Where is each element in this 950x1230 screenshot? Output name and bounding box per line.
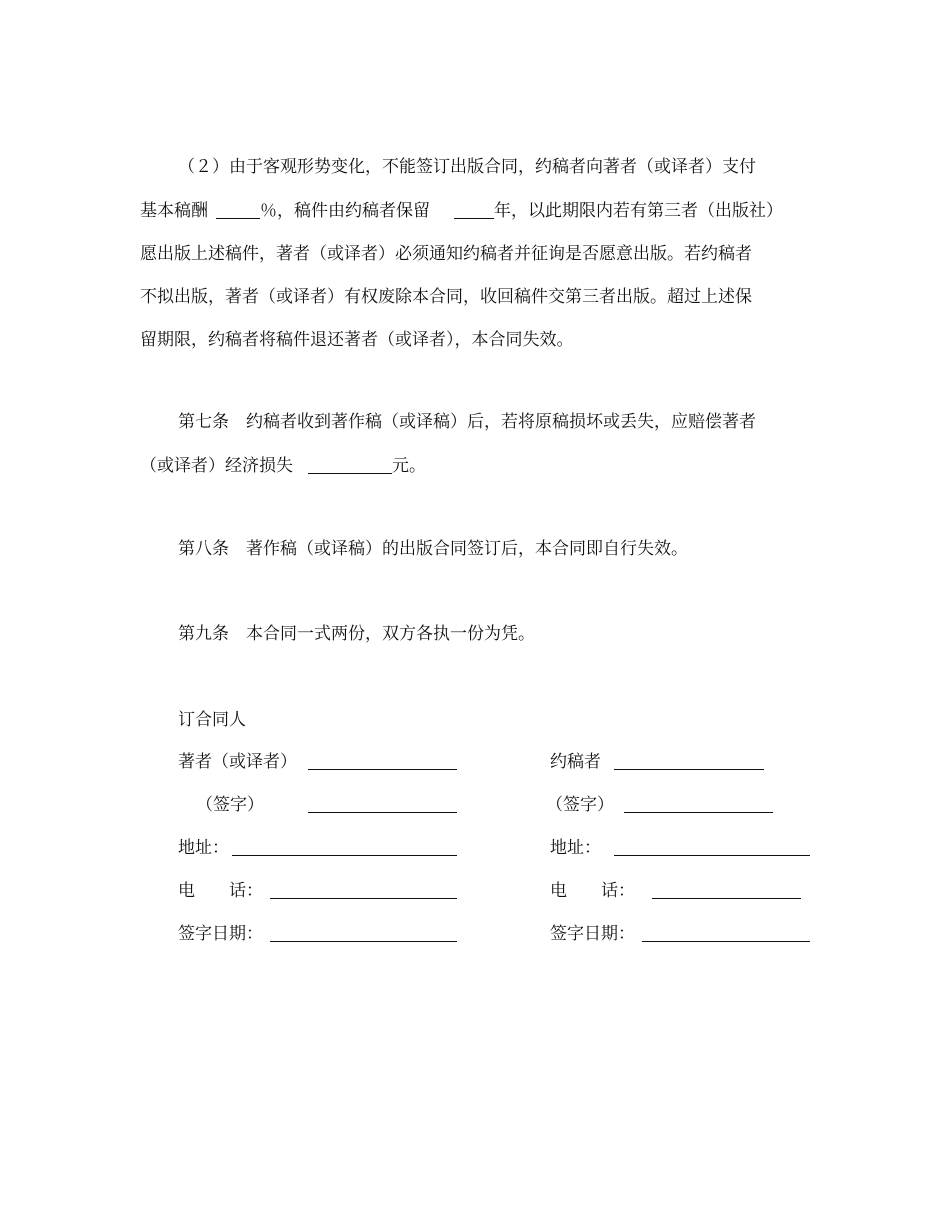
clause-8 [0,535,950,563]
clause-6-2-line-4: 不拟出版，著者（或译者）有权废除本合同，收回稿件交第三者出版。超过上述保 [140,287,752,307]
royalty-percent-blank[interactable] [216,217,260,219]
author-name-field[interactable] [308,768,457,770]
author-signature-field[interactable] [308,811,457,813]
commissioner-label: 约稿者 [550,752,601,772]
author-address-field[interactable] [232,854,457,856]
clause-7-line-2a: （或译者）经济损失 [140,456,293,476]
clause-6-2-line-1: （２）由于客观形势变化，不能签订出版合同，约稿者向著者（或译者）支付 [178,157,756,177]
retention-years-blank[interactable] [454,217,494,219]
commissioner-date-field[interactable] [642,940,810,942]
commissioner-date-label: 签字日期： [550,924,635,944]
commissioner-signature-field[interactable] [624,811,773,813]
clause-8-text: 第八条 著作稿（或译稿）的出版合同签订后，本合同即自行失效。 [178,539,688,559]
clause-6-2-line-2b: ％，稿件由约稿者保留 [260,201,430,221]
clause-6-2-line-3: 愿出版上述稿件，著者（或译者）必须通知约稿者并征询是否愿意出版。若约稿者 [140,244,752,264]
commissioner-name-field[interactable] [614,768,764,770]
clause-6-2-line-2c: 年，以此期限内若有第三者（出版社） [494,201,783,221]
clause-9 [0,620,950,648]
author-phone-label: 电 话： [178,881,263,901]
author-sign-label: （签字） [196,795,264,815]
author-date-field[interactable] [270,940,457,942]
clause-7-line-1: 第七条 约稿者收到著作稿（或译稿）后，若将原稿损坏或丢失，应赔偿著者 [178,412,756,432]
author-label: 著者（或译者） [178,752,297,772]
author-phone-field[interactable] [270,897,457,899]
author-date-label: 签字日期： [178,924,263,944]
signatures-heading: 订合同人 [178,710,246,730]
commissioner-address-field[interactable] [614,854,810,856]
compensation-amount-blank[interactable] [308,472,392,474]
commissioner-phone-field[interactable] [652,897,801,899]
clause-6-2-line-2a: 基本稿酬 [140,201,208,221]
author-address-label: 地址： [178,838,229,858]
commissioner-sign-label: （签字） [546,795,614,815]
commissioner-phone-label: 电 话： [550,881,635,901]
clause-7-line-2b: 元。 [392,456,426,476]
clause-9-text: 第九条 本合同一式两份，双方各执一份为凭。 [178,624,535,644]
commissioner-address-label: 地址： [550,838,601,858]
clause-6-2-line-5: 留期限，约稿者将稿件退还著者（或译者），本合同失效。 [140,330,574,350]
